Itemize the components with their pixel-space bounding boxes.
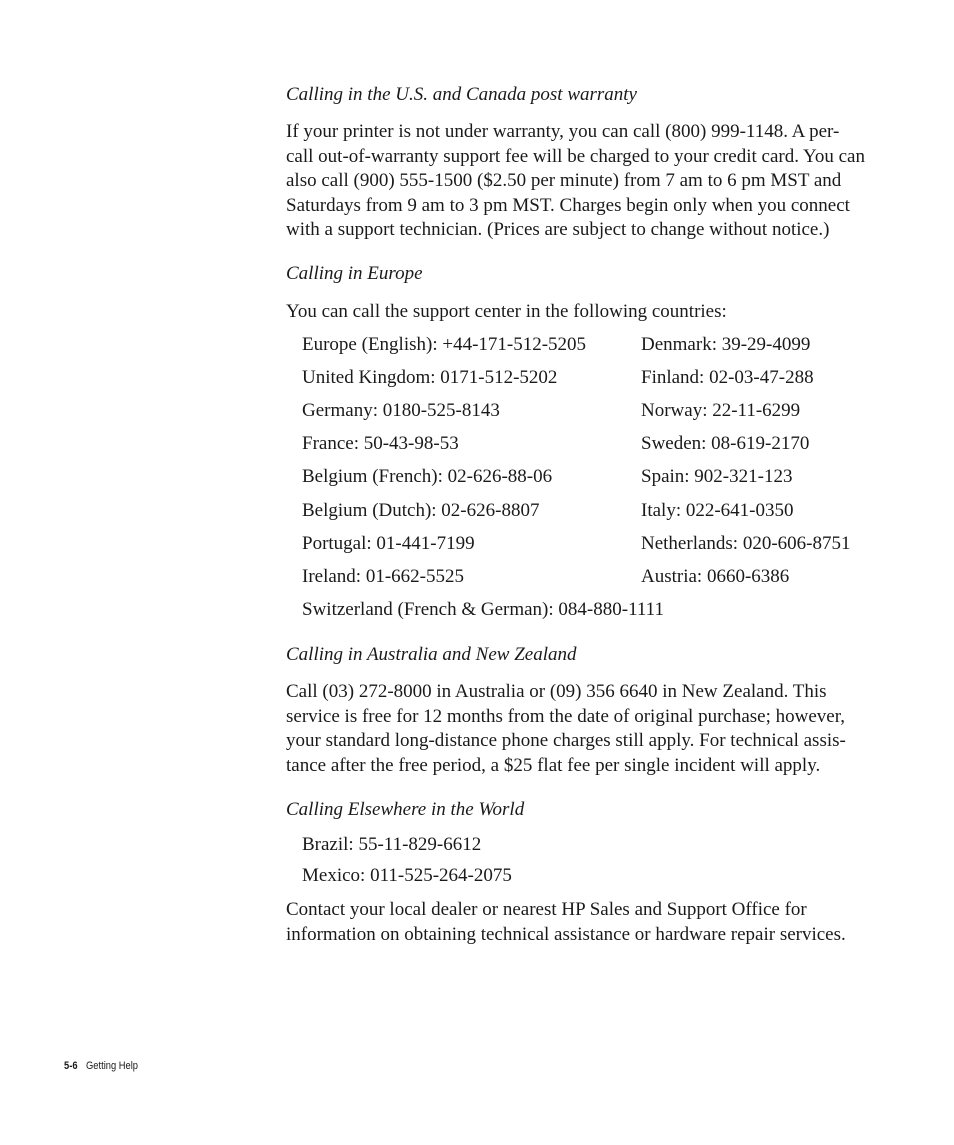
text-line: information on obtaining technical assistance or hardware repair services. — [286, 923, 846, 945]
text-line: with a support technician. (Prices are subject to change without notice.) — [286, 219, 830, 240]
paragraph-elsewhere — [286, 898, 896, 947]
phone-entry: Italy: 022-641-0350 — [641, 500, 794, 521]
phone-entry: Belgium (Dutch): 02-626-8807 — [302, 500, 540, 521]
text-line: your standard long-distance phone charges still apply. For technical assis- — [286, 730, 846, 751]
phone-entry: Germany: 0180-525-8143 — [302, 400, 500, 421]
text-line: Contact your local dealer or nearest HP Sales and Support Office for — [286, 899, 807, 920]
text-line: call out-of-warranty support fee will be charged to your credit card. You can — [286, 145, 865, 167]
phone-entry: Europe (English): +44-171-512-5205 — [302, 334, 587, 355]
text-line: Saturdays from 9 am to 3 pm MST. Charges begin only when you connect — [286, 194, 850, 216]
phone-entry: Switzerland (French & German): 084-880-1111 — [302, 599, 664, 620]
phone-entry: Sweden: 08-619-2170 — [641, 433, 810, 454]
phone-entry: Austria: 0660-6386 — [641, 566, 790, 587]
phone-entry: Brazil: 55-11-829-6612 — [302, 834, 482, 855]
text-line: Call (03) 272-8000 in Australia or (09) 356 6640 in New Zealand. This — [286, 681, 827, 702]
phone-entry: United Kingdom: 0171-512-5202 — [302, 367, 558, 388]
phone-entry: Norway: 22-11-6299 — [641, 400, 801, 421]
phone-entry: Netherlands: 020-606-8751 — [641, 533, 851, 554]
phone-entry: Portugal: 01-441-7199 — [302, 533, 475, 554]
heading-australia: Calling in Australia and New Zealand — [286, 644, 577, 665]
text-line: service is free for 12 months from the date of original purchase; however, — [286, 705, 846, 727]
page-number: 5-6 — [64, 1060, 78, 1072]
phone-entry: Finland: 02-03-47-288 — [641, 367, 814, 388]
phone-entry: Spain: 902-321-123 — [641, 466, 793, 487]
paragraph-us-canada — [286, 120, 896, 243]
phone-entry: Mexico: 011-525-264-2075 — [302, 865, 512, 886]
phone-entry: France: 50-43-98-53 — [302, 433, 459, 454]
heading-elsewhere: Calling Elsewhere in the World — [286, 799, 525, 820]
phone-entry: Ireland: 01-662-5525 — [302, 566, 464, 587]
phone-entry: Belgium (French): 02-626-88-06 — [302, 466, 553, 487]
text-line: You can call the support center in the following countries: — [286, 301, 727, 322]
page-footer — [64, 1058, 138, 1074]
paragraph-australia — [286, 680, 896, 778]
europe-intro — [286, 300, 896, 325]
phone-entry: Denmark: 39-29-4099 — [641, 334, 811, 355]
text-line: tance after the free period, a $25 flat fee per single incident will apply. — [286, 754, 821, 776]
text-line: If your printer is not under warranty, you can call (800) 999-1148. A per- — [286, 121, 840, 142]
text-line: also call (900) 555-1500 ($2.50 per minute) from 7 am to 6 pm MST and — [286, 170, 842, 191]
chapter-title: Getting Help — [86, 1060, 139, 1072]
heading-europe: Calling in Europe — [286, 263, 423, 284]
heading-us-canada: Calling in the U.S. and Canada post warranty — [286, 84, 637, 105]
